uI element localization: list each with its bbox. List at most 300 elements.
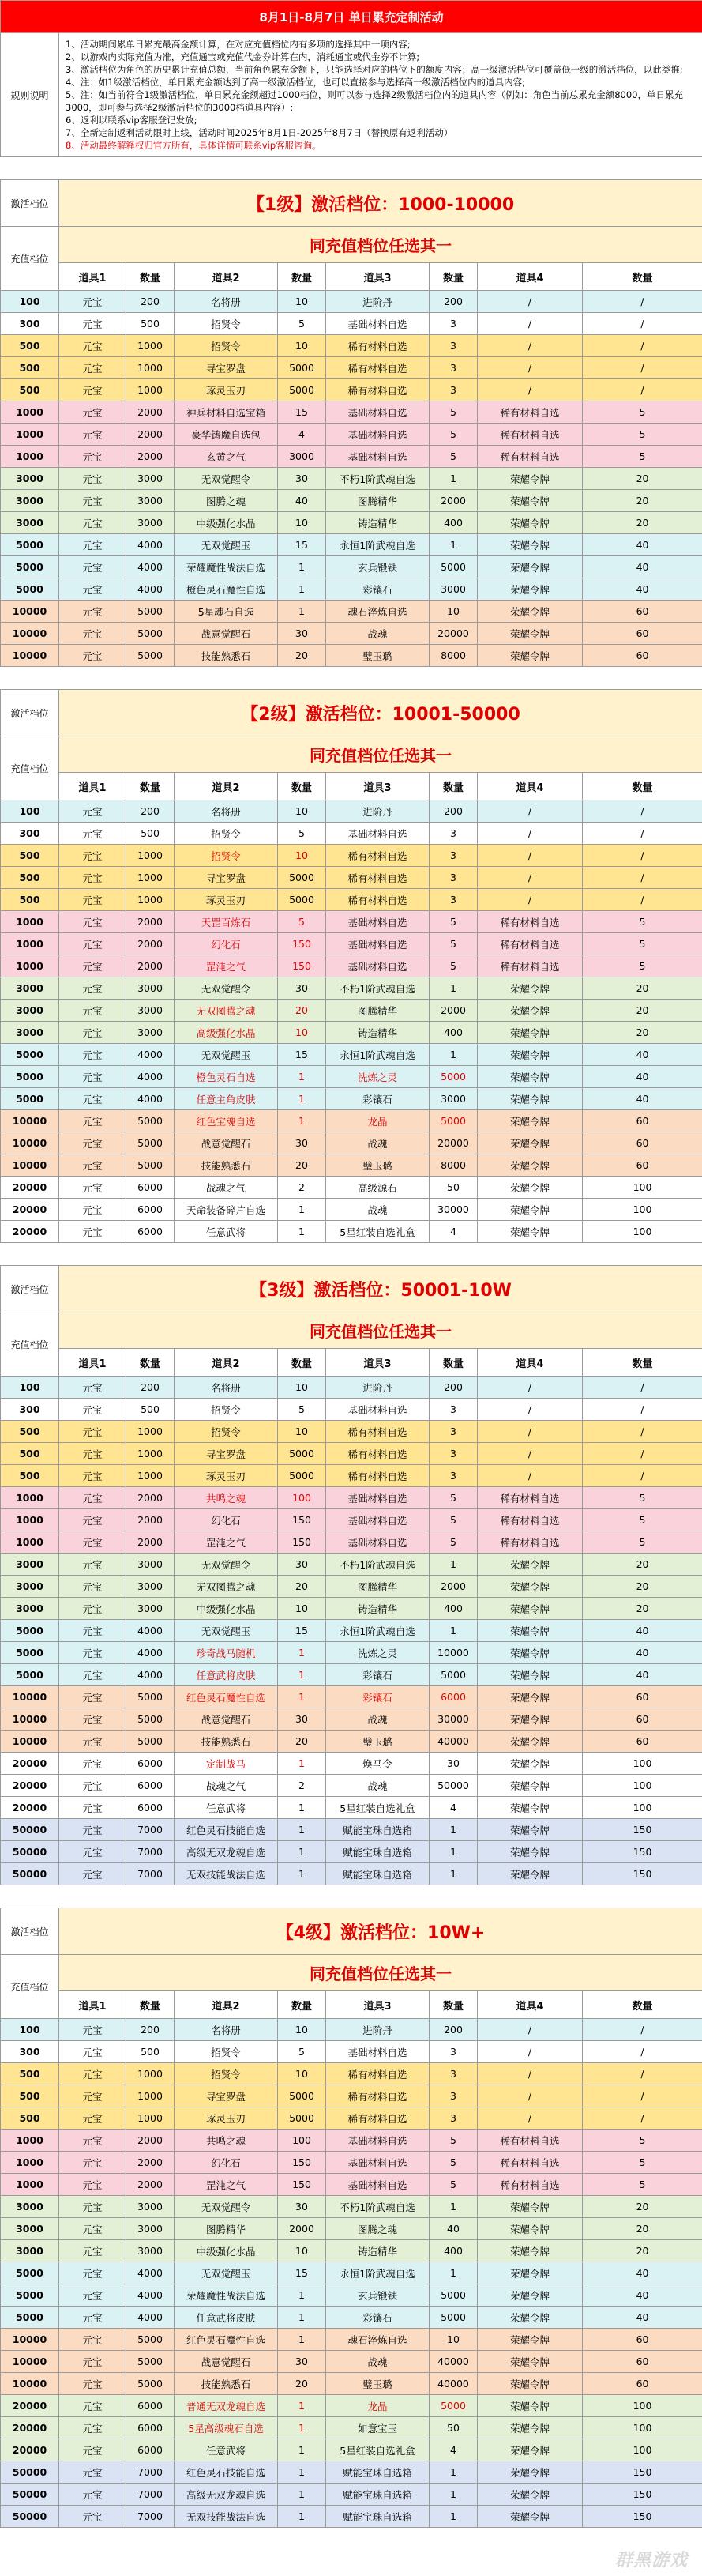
item-name: /: [478, 800, 583, 823]
table-row: [1, 1509, 702, 1531]
recharge-amount: 1000: [1, 446, 59, 468]
item-quantity: 3: [430, 1465, 478, 1487]
item-quantity: 60: [583, 1731, 702, 1753]
item-quantity: 100: [583, 1753, 702, 1775]
recharge-amount: 10000: [1, 645, 59, 667]
item-quantity: 1: [278, 1664, 326, 1686]
item-quantity: 5000: [278, 867, 326, 889]
column-header: 数量: [583, 263, 702, 291]
item-quantity: 100: [278, 2130, 326, 2152]
activation-label: 激活档位: [1, 180, 59, 227]
column-header: 道具1: [59, 1991, 126, 2019]
any-one-note: 同充值档位任选其一: [59, 1955, 702, 1991]
item-name: 元宝: [59, 1686, 126, 1708]
item-name: 元宝: [59, 1531, 126, 1554]
item-quantity: 5: [430, 911, 478, 933]
item-quantity: 3: [430, 823, 478, 845]
item-quantity: 2000: [430, 490, 478, 512]
item-quantity: 6000: [126, 1753, 175, 1775]
item-quantity: 20: [583, 512, 702, 534]
item-name: 图腾精华: [326, 490, 430, 512]
item-quantity: 200: [126, 1377, 175, 1399]
table-row: [1, 2439, 702, 2461]
recharge-amount: 1000: [1, 401, 59, 424]
item-quantity: 2000: [126, 2152, 175, 2174]
spacer-cell: [1, 1896, 702, 1908]
table-row: [1, 2395, 702, 2417]
item-quantity: 2000: [278, 2218, 326, 2240]
item-name: 荣耀令牌: [478, 1708, 583, 1731]
item-quantity: 40: [583, 2307, 702, 2329]
item-name: 元宝: [59, 1708, 126, 1731]
item-name: 共鸣之魂: [175, 1487, 278, 1509]
item-quantity: 3000: [126, 2240, 175, 2262]
item-name: 元宝: [59, 2019, 126, 2041]
item-quantity: 1: [278, 2439, 326, 2461]
item-name: 彩镶石: [326, 1088, 430, 1110]
item-name: 元宝: [59, 512, 126, 534]
item-name: 稀有材料自选: [326, 2107, 430, 2130]
item-quantity: 3: [430, 1421, 478, 1443]
recharge-amount: 100: [1, 2019, 59, 2041]
item-quantity: 7000: [126, 2484, 175, 2506]
item-name: 稀有材料自选: [478, 401, 583, 424]
column-header: 道具2: [175, 263, 278, 291]
tier-header: 【3级】激活档位：50001-10W: [59, 1266, 702, 1312]
item-name: 无双觉醒玉: [175, 1620, 278, 1642]
item-quantity: 5000: [126, 623, 175, 645]
item-name: 元宝: [59, 933, 126, 955]
item-quantity: 5000: [278, 2085, 326, 2107]
item-quantity: 1000: [126, 889, 175, 911]
item-quantity: 5: [583, 401, 702, 424]
item-name: 招贤令: [175, 313, 278, 335]
item-quantity: 5000: [126, 1110, 175, 1132]
item-name: 荣耀令牌: [478, 2484, 583, 2506]
item-name: 元宝: [59, 2439, 126, 2461]
tier-header: 【2级】激活档位：10001-50000: [59, 690, 702, 736]
item-name: /: [478, 2063, 583, 2085]
item-quantity: 60: [583, 2373, 702, 2395]
rules-line: 6、返利以联系vip客服登记发放;: [66, 115, 197, 126]
spacer-row: [1, 1896, 702, 1908]
item-quantity: 7000: [126, 1863, 175, 1885]
item-name: 基础材料自选: [326, 1509, 430, 1531]
recharge-amount: 300: [1, 2041, 59, 2063]
item-quantity: 1: [430, 2461, 478, 2484]
item-quantity: 3000: [126, 512, 175, 534]
item-quantity: 400: [430, 1598, 478, 1620]
item-quantity: 60: [583, 2329, 702, 2351]
item-name: 赋能宝珠自选箱: [326, 1841, 430, 1863]
recharge-label: 充值档位: [1, 736, 59, 800]
recharge-amount: 20000: [1, 2439, 59, 2461]
item-name: 琢灵玉刃: [175, 2107, 278, 2130]
table-row: [1, 2130, 702, 2152]
item-quantity: 4000: [126, 534, 175, 556]
recharge-amount: 5000: [1, 2284, 59, 2307]
table-row: [1, 1377, 702, 1399]
item-name: 战意觉醒石: [175, 1132, 278, 1154]
item-quantity: 4000: [126, 1044, 175, 1066]
item-name: 洗炼之灵: [326, 1642, 430, 1664]
item-name: 荣耀令牌: [478, 1664, 583, 1686]
item-quantity: 3: [430, 1399, 478, 1421]
item-quantity: 40: [278, 490, 326, 512]
item-quantity: 3000: [126, 1000, 175, 1022]
recharge-amount: 500: [1, 1421, 59, 1443]
recharge-amount: 3000: [1, 1000, 59, 1022]
item-quantity: 1000: [126, 357, 175, 379]
item-quantity: 1: [278, 2461, 326, 2484]
tier-header-row: [1, 690, 702, 736]
item-name: 寻宝罗盘: [175, 1443, 278, 1465]
item-quantity: 1000: [126, 2063, 175, 2085]
item-name: 战魂: [326, 2351, 430, 2373]
table-row: [1, 2351, 702, 2373]
item-name: 元宝: [59, 468, 126, 490]
item-quantity: 5000: [430, 1110, 478, 1132]
spacer-row: [1, 678, 702, 690]
table-row: [1, 601, 702, 623]
spacer-row: [1, 1243, 702, 1255]
recharge-amount: 20000: [1, 1177, 59, 1199]
item-quantity: 5: [430, 933, 478, 955]
table-row: [1, 468, 702, 490]
table-row: [1, 955, 702, 977]
item-name: 元宝: [59, 1132, 126, 1154]
item-name: 中级强化水晶: [175, 512, 278, 534]
spacer-cell: [1, 667, 702, 679]
item-quantity: 3000: [126, 977, 175, 1000]
item-name: 稀有材料自选: [478, 911, 583, 933]
item-quantity: 60: [583, 1686, 702, 1708]
item-quantity: 20: [278, 1000, 326, 1022]
item-quantity: 3000: [126, 2196, 175, 2218]
item-quantity: 5: [583, 2152, 702, 2174]
item-name: 赋能宝珠自选箱: [326, 1863, 430, 1885]
table-row: [1, 933, 702, 955]
item-quantity: 5000: [278, 379, 326, 401]
item-name: 图腾精华: [326, 1000, 430, 1022]
item-quantity: 100: [583, 2395, 702, 2417]
item-quantity: 150: [583, 1863, 702, 1885]
item-name: 图腾精华: [175, 2218, 278, 2240]
item-quantity: 5: [583, 1531, 702, 1554]
item-quantity: 4000: [126, 578, 175, 601]
item-name: 战魂: [326, 1775, 430, 1797]
table-row: [1, 623, 702, 645]
item-quantity: 40: [583, 1044, 702, 1066]
item-name: 基础材料自选: [326, 955, 430, 977]
item-name: 定制战马: [175, 1753, 278, 1775]
item-name: 任意武将: [175, 1797, 278, 1819]
item-quantity: 50000: [430, 1775, 478, 1797]
table-row: [1, 1576, 702, 1598]
table-row: [1, 800, 702, 823]
item-quantity: 200: [430, 800, 478, 823]
item-quantity: 10: [278, 1377, 326, 1399]
item-name: 荣耀令牌: [478, 1110, 583, 1132]
item-name: 荣耀令牌: [478, 512, 583, 534]
item-quantity: 4000: [126, 2262, 175, 2284]
item-name: 荣耀令牌: [478, 1177, 583, 1199]
item-quantity: 20: [583, 1022, 702, 1044]
rules-line: 4、注：如1级激活档位，单日累充金额达到了高一级激活档位，也可以直接参与选择高一级激活档位内的道具内容;: [66, 77, 526, 88]
item-quantity: 2: [278, 1177, 326, 1199]
column-header: 数量: [430, 1991, 478, 2019]
item-quantity: 10: [430, 2329, 478, 2351]
item-name: 元宝: [59, 2240, 126, 2262]
item-name: 元宝: [59, 335, 126, 357]
item-name: 荣耀令牌: [478, 1642, 583, 1664]
item-quantity: 20: [583, 1554, 702, 1576]
table-row: [1, 2218, 702, 2240]
item-quantity: 1: [278, 556, 326, 578]
activation-label: 激活档位: [1, 1908, 59, 1955]
recharge-label: 充值档位: [1, 1312, 59, 1377]
item-name: 元宝: [59, 1110, 126, 1132]
item-quantity: 4000: [126, 1620, 175, 1642]
table-row: [1, 1132, 702, 1154]
item-name: 稀有材料自选: [326, 845, 430, 867]
item-quantity: 3: [430, 867, 478, 889]
item-name: 元宝: [59, 1443, 126, 1465]
item-quantity: 1000: [126, 2085, 175, 2107]
item-quantity: 5000: [126, 1686, 175, 1708]
item-name: 高级无双龙魂自选: [175, 1841, 278, 1863]
item-name: 豪华铸魔自选包: [175, 424, 278, 446]
table-row: [1, 1044, 702, 1066]
item-name: 天罡百炼石: [175, 911, 278, 933]
any-one-row: [1, 227, 702, 263]
item-name: 赋能宝珠自选箱: [326, 1819, 430, 1841]
recharge-amount: 50000: [1, 1841, 59, 1863]
item-quantity: 5000: [278, 2107, 326, 2130]
table-row: [1, 1443, 702, 1465]
table-row: [1, 2329, 702, 2351]
column-header: 道具2: [175, 773, 278, 800]
recharge-amount: 3000: [1, 1022, 59, 1044]
item-quantity: 1: [278, 2417, 326, 2439]
column-header: 道具3: [326, 1991, 430, 2019]
item-name: 高级强化水晶: [175, 1022, 278, 1044]
any-one-note: 同充值档位任选其一: [59, 736, 702, 773]
item-name: 名将册: [175, 1377, 278, 1399]
spacer-cell: [1, 157, 702, 169]
item-name: 稀有材料自选: [478, 2174, 583, 2196]
item-quantity: 5000: [430, 2284, 478, 2307]
item-name: 元宝: [59, 1598, 126, 1620]
item-name: 稀有材料自选: [326, 357, 430, 379]
item-name: 元宝: [59, 291, 126, 313]
item-name: 荣耀令牌: [478, 2284, 583, 2307]
item-quantity: 40000: [430, 1731, 478, 1753]
item-name: 元宝: [59, 1465, 126, 1487]
item-quantity: 40: [583, 1642, 702, 1664]
recharge-amount: 1000: [1, 911, 59, 933]
item-name: 元宝: [59, 2284, 126, 2307]
recharge-amount: 300: [1, 823, 59, 845]
item-name: 元宝: [59, 401, 126, 424]
item-quantity: 3000: [278, 446, 326, 468]
item-quantity: 2000: [126, 1531, 175, 1554]
recharge-amount: 50000: [1, 1819, 59, 1841]
item-name: 任意武将皮肤: [175, 2307, 278, 2329]
recharge-amount: 3000: [1, 1554, 59, 1576]
item-quantity: 1: [278, 1819, 326, 1841]
item-name: 铸造精华: [326, 2240, 430, 2262]
column-header: 道具3: [326, 773, 430, 800]
item-name: /: [478, 2085, 583, 2107]
item-quantity: 1: [430, 1044, 478, 1066]
item-name: 荣耀令牌: [478, 490, 583, 512]
item-name: 元宝: [59, 1377, 126, 1399]
item-quantity: 4: [430, 1797, 478, 1819]
item-name: 荣耀令牌: [478, 2461, 583, 2484]
item-quantity: 3: [430, 2063, 478, 2085]
item-quantity: 60: [583, 1132, 702, 1154]
item-name: 技能熟悉石: [175, 2373, 278, 2395]
item-name: 元宝: [59, 1664, 126, 1686]
recharge-amount: 300: [1, 313, 59, 335]
page-title: 8月1日-8月7日 单日累充定制活动: [1, 1, 702, 33]
item-name: 荣耀令牌: [478, 1598, 583, 1620]
item-quantity: 15: [278, 534, 326, 556]
item-name: /: [478, 1399, 583, 1421]
item-quantity: 500: [126, 1399, 175, 1421]
item-quantity: /: [583, 845, 702, 867]
item-name: 任意武将: [175, 2439, 278, 2461]
table-row: [1, 889, 702, 911]
item-name: 琢灵玉刃: [175, 889, 278, 911]
item-name: /: [478, 1421, 583, 1443]
item-name: 元宝: [59, 2329, 126, 2351]
table-row: [1, 556, 702, 578]
item-name: 璧玉璐: [326, 2373, 430, 2395]
item-quantity: 10: [278, 512, 326, 534]
item-quantity: 2000: [126, 446, 175, 468]
recharge-amount: 5000: [1, 1044, 59, 1066]
item-quantity: 150: [583, 2461, 702, 2484]
item-quantity: 4000: [126, 2307, 175, 2329]
table-row: [1, 2417, 702, 2439]
item-quantity: 2000: [126, 933, 175, 955]
item-quantity: 1000: [126, 867, 175, 889]
item-name: 荣耀令牌: [478, 2218, 583, 2240]
item-quantity: 20: [278, 2373, 326, 2395]
item-name: 基础材料自选: [326, 313, 430, 335]
item-name: 橙色灵石魔性自选: [175, 578, 278, 601]
item-name: 元宝: [59, 800, 126, 823]
item-quantity: 10: [278, 335, 326, 357]
item-name: 琢灵玉刃: [175, 379, 278, 401]
item-quantity: 1: [278, 1841, 326, 1863]
item-quantity: 1: [430, 1620, 478, 1642]
item-name: 不朽1阶武魂自选: [326, 2196, 430, 2218]
item-name: 基础材料自选: [326, 2130, 430, 2152]
table-row: [1, 1554, 702, 1576]
item-name: 中级强化水晶: [175, 2240, 278, 2262]
item-name: 稀有材料自选: [326, 889, 430, 911]
item-quantity: 500: [126, 2041, 175, 2063]
spacer-cell: [1, 1885, 702, 1897]
item-name: 战魂: [326, 1132, 430, 1154]
item-name: 荣耀令牌: [478, 1819, 583, 1841]
item-quantity: 30000: [430, 1708, 478, 1731]
item-quantity: 5: [583, 424, 702, 446]
activation-label: 激活档位: [1, 690, 59, 736]
item-name: 战魂: [326, 1708, 430, 1731]
item-name: 璧玉璐: [326, 1154, 430, 1177]
item-quantity: 40: [583, 2262, 702, 2284]
item-name: 基础材料自选: [326, 911, 430, 933]
item-quantity: 20: [583, 1000, 702, 1022]
item-name: 元宝: [59, 1797, 126, 1819]
item-quantity: 1: [278, 2484, 326, 2506]
item-quantity: /: [583, 1421, 702, 1443]
item-name: 荣耀令牌: [478, 1044, 583, 1066]
item-name: 荣耀魔性战法自选: [175, 2284, 278, 2307]
item-quantity: 4000: [126, 1088, 175, 1110]
table-row: [1, 1686, 702, 1708]
item-name: 璧玉璐: [326, 1731, 430, 1753]
item-quantity: 4: [278, 424, 326, 446]
item-name: 招贤令: [175, 2041, 278, 2063]
item-quantity: 5: [430, 2174, 478, 2196]
spacer-row: [1, 1254, 702, 1266]
recharge-amount: 1000: [1, 933, 59, 955]
item-quantity: 5: [583, 446, 702, 468]
item-name: 基础材料自选: [326, 401, 430, 424]
spacer-cell: [1, 1254, 702, 1266]
item-quantity: 1: [278, 1221, 326, 1243]
item-quantity: 4: [430, 1221, 478, 1243]
recharge-amount: 10000: [1, 1110, 59, 1132]
item-name: 稀有材料自选: [326, 1443, 430, 1465]
item-quantity: 1: [430, 1863, 478, 1885]
item-quantity: 5: [430, 1509, 478, 1531]
table-row: [1, 1066, 702, 1088]
item-name: 技能熟悉石: [175, 1154, 278, 1177]
rules-line: 2、以游戏内实际充值为准，充值通宝或充值代金券计算在内，消耗通宝或代金券不计算;: [66, 51, 420, 62]
item-quantity: 10: [278, 291, 326, 313]
item-quantity: 20: [583, 1598, 702, 1620]
table-row: [1, 2240, 702, 2262]
table-row: [1, 1177, 702, 1199]
item-name: 元宝: [59, 2262, 126, 2284]
recharge-amount: 50000: [1, 2506, 59, 2528]
rules-line: 1、活动期间累单日累充最高金额计算，在对应充值档位内有多项的选择其中一项内容;: [66, 39, 411, 50]
any-one-note: 同充值档位任选其一: [59, 227, 702, 263]
item-quantity: 5000: [278, 889, 326, 911]
item-name: 荣耀令牌: [478, 468, 583, 490]
item-quantity: 60: [583, 623, 702, 645]
item-quantity: 2000: [126, 2130, 175, 2152]
item-name: 荣耀令牌: [478, 1731, 583, 1753]
item-quantity: 5000: [126, 1731, 175, 1753]
recharge-amount: 3000: [1, 2196, 59, 2218]
recharge-amount: 10000: [1, 1731, 59, 1753]
item-name: 无双觉醒令: [175, 1554, 278, 1576]
item-quantity: /: [583, 2063, 702, 2085]
item-name: /: [478, 379, 583, 401]
item-quantity: 15: [278, 2262, 326, 2284]
item-quantity: 150: [583, 2506, 702, 2528]
item-name: 荣耀令牌: [478, 2417, 583, 2439]
recharge-amount: 5000: [1, 1088, 59, 1110]
column-header: 道具1: [59, 1349, 126, 1377]
